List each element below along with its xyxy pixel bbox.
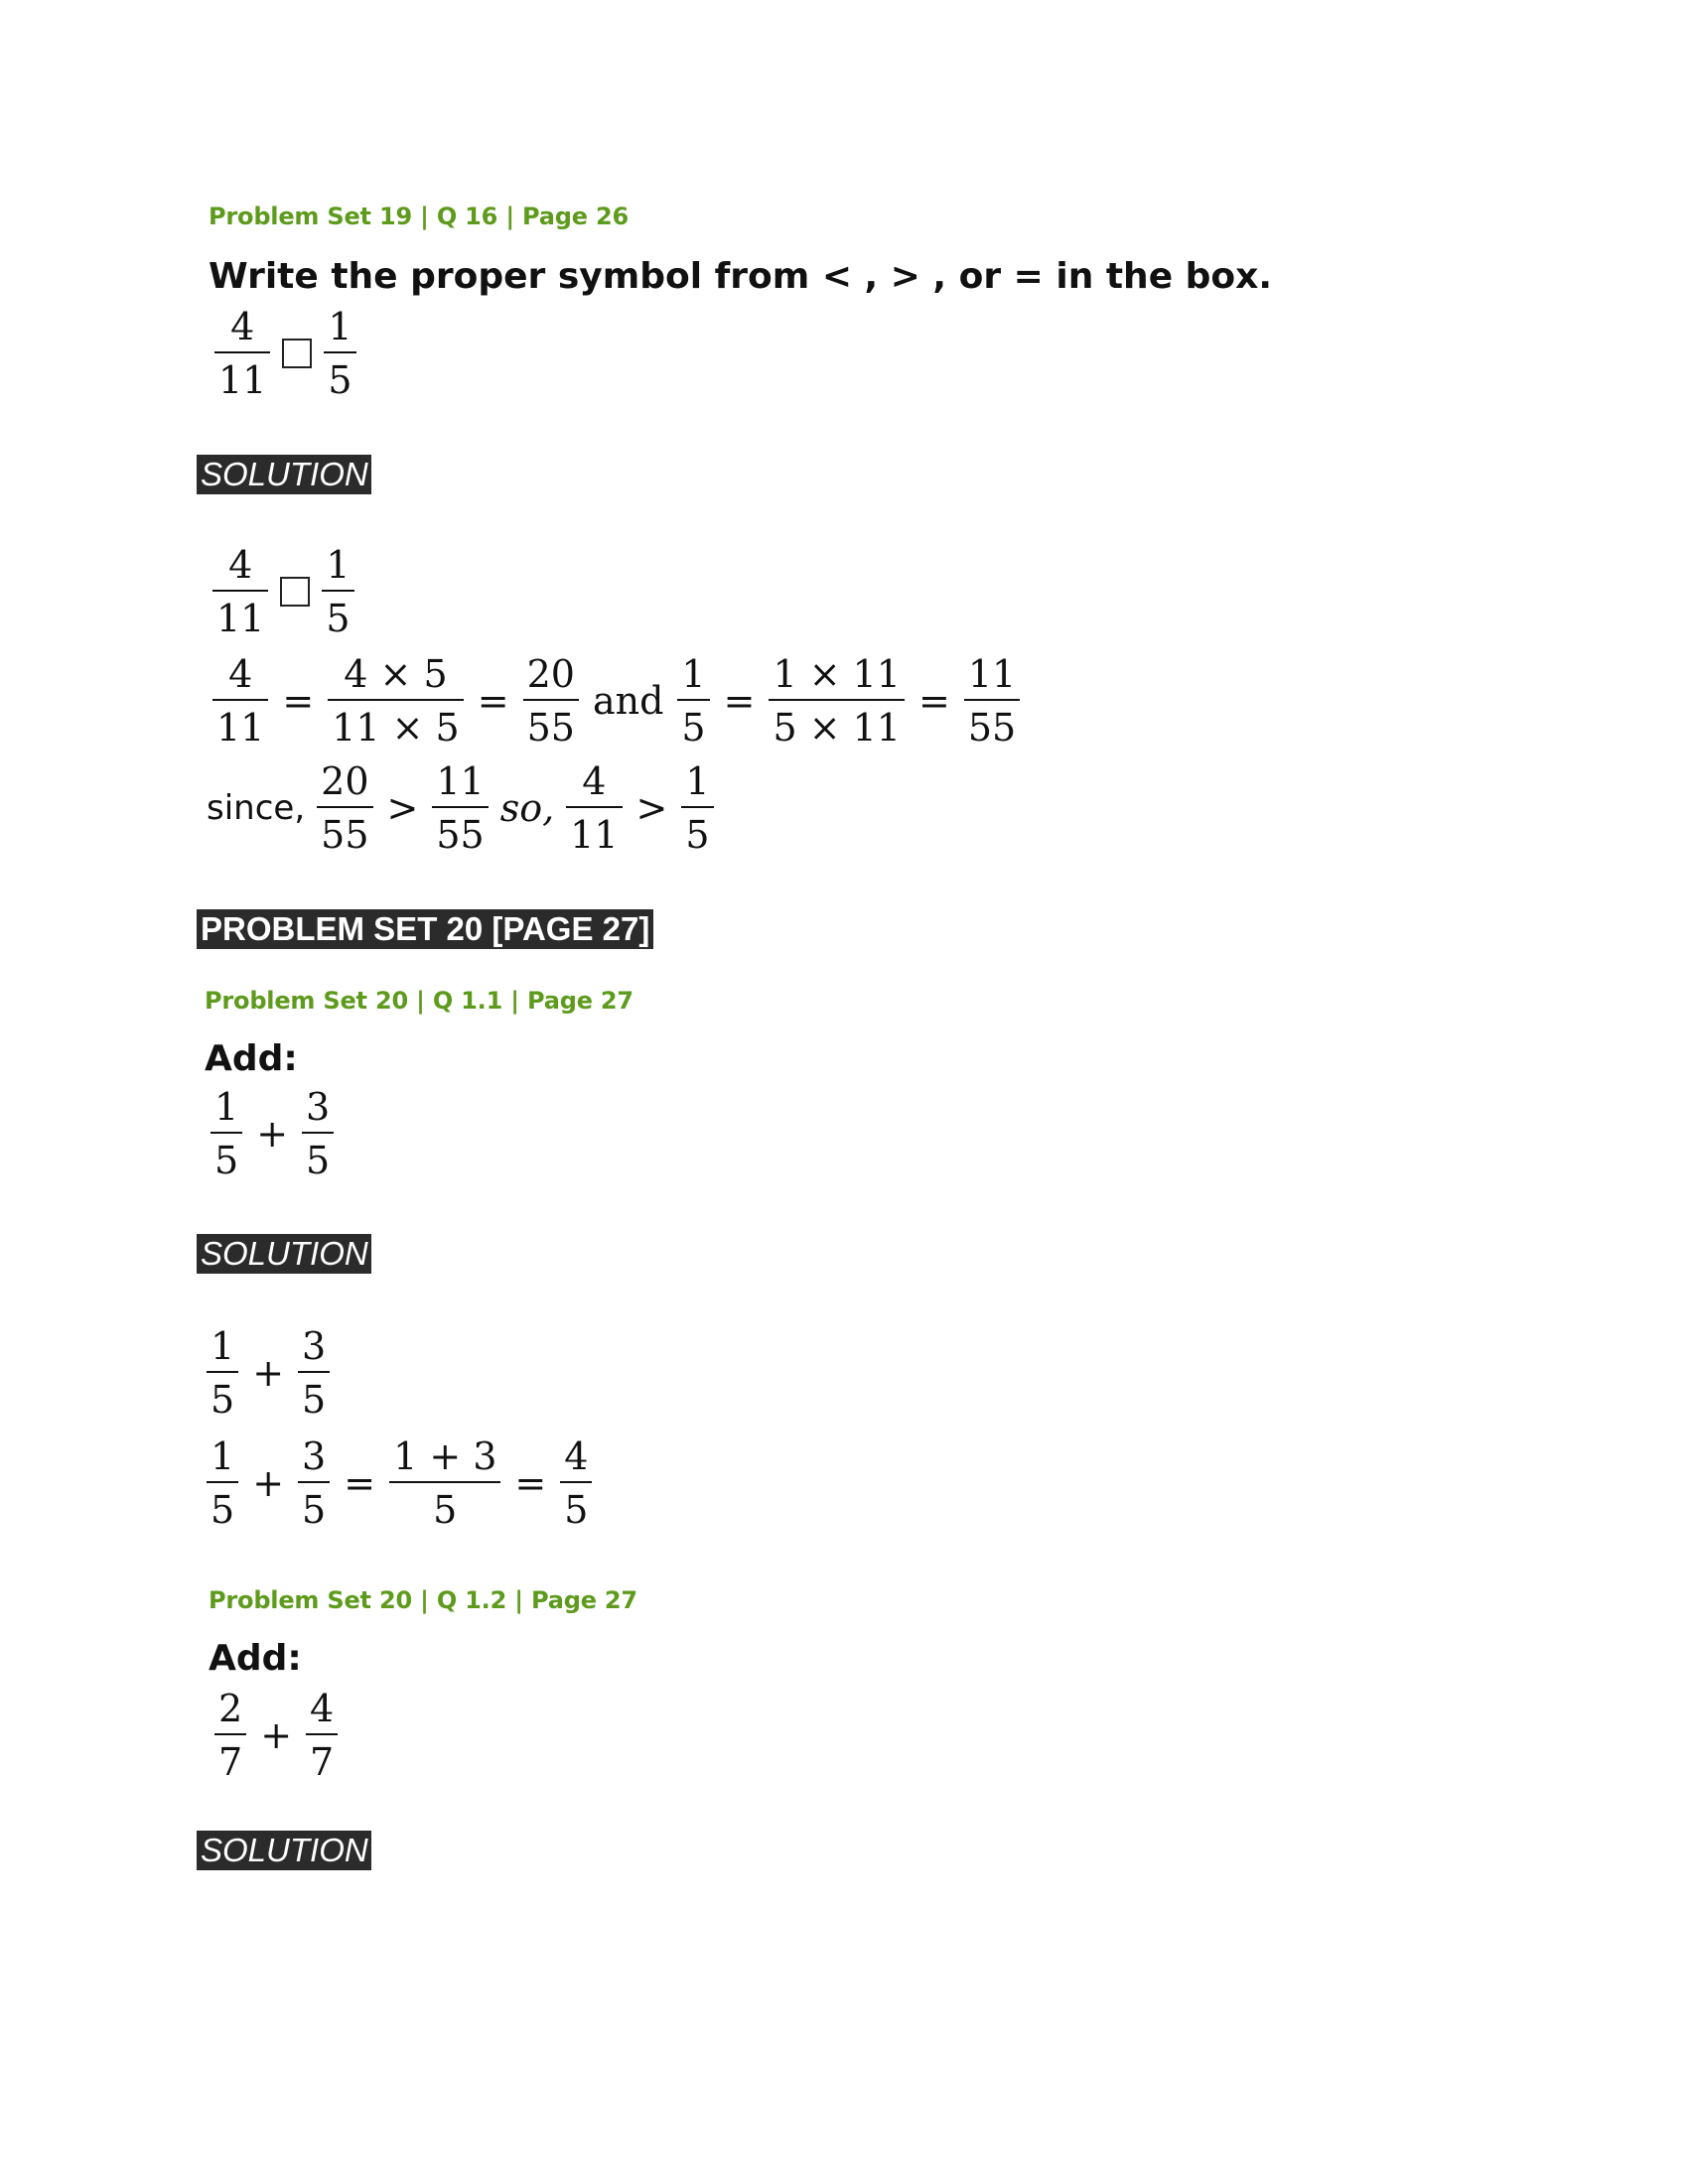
question-text-q1-2: Add: (209, 1638, 302, 1679)
solution-line1-q1-1: $\frac{1}{5}$ + $\frac{3}{5}$ (201, 1327, 336, 1419)
solution-line2-q1-1: $\frac{1}{5}$ + $\frac{3}{5}$ = $\frac{1 + 3}{5}$ = $\frac{4}{5}$ (201, 1437, 598, 1529)
answer-box (280, 577, 310, 607)
question-expression-q16 (209, 305, 362, 402)
fraction: $\frac{1}{5}$ (324, 308, 355, 399)
question-meta-q1-2[interactable]: Problem Set 20 | Q 1.2 | Page 27 (209, 1586, 637, 1614)
solution-line1-q16: $\frac{4}{11}$ $\frac{1}{5}$ (207, 546, 360, 637)
solution-label-q1-1[interactable]: SOLUTION (197, 1234, 371, 1274)
solution-line3-q16: since, $\frac{20}{55}$ > $\frac{11}{55}$ so, $\frac{4}{11}$ > $\frac{1}{5}$ (207, 762, 720, 854)
solution-line2-q16: $\frac{4}{11}$ = $\frac{4 \times 5}{11 \times 5}$ = $\frac{20}{55}$ and $\frac{1}{5}$ = $\frac{1 \times 11}{5 \times 11}$ = $\frac{11}{55}$ (207, 655, 1026, 747)
question-meta-q16[interactable]: Problem Set 19 | Q 16 | Page 26 (209, 203, 630, 230)
answer-box (282, 339, 312, 368)
fraction: $\frac{4}{11}$ (214, 308, 270, 399)
solution-label-q16[interactable]: SOLUTION (197, 455, 371, 494)
question-meta-q1-1[interactable]: Problem Set 20 | Q 1.1 | Page 27 (205, 987, 633, 1015)
question-text-q16: Write the proper symbol from < , > , or = in the box. (209, 256, 1273, 297)
solution-label-q1-2[interactable]: SOLUTION (197, 1831, 371, 1870)
question-expression-q1-2: $\frac{2}{7}$ + $\frac{4}{7}$ (209, 1690, 344, 1781)
question-expression-q1-1: $\frac{1}{5}$ + $\frac{3}{5}$ (205, 1088, 340, 1179)
question-text-q1-1: Add: (205, 1038, 298, 1079)
section-header: PROBLEM SET 20 [PAGE 27] (197, 909, 653, 949)
